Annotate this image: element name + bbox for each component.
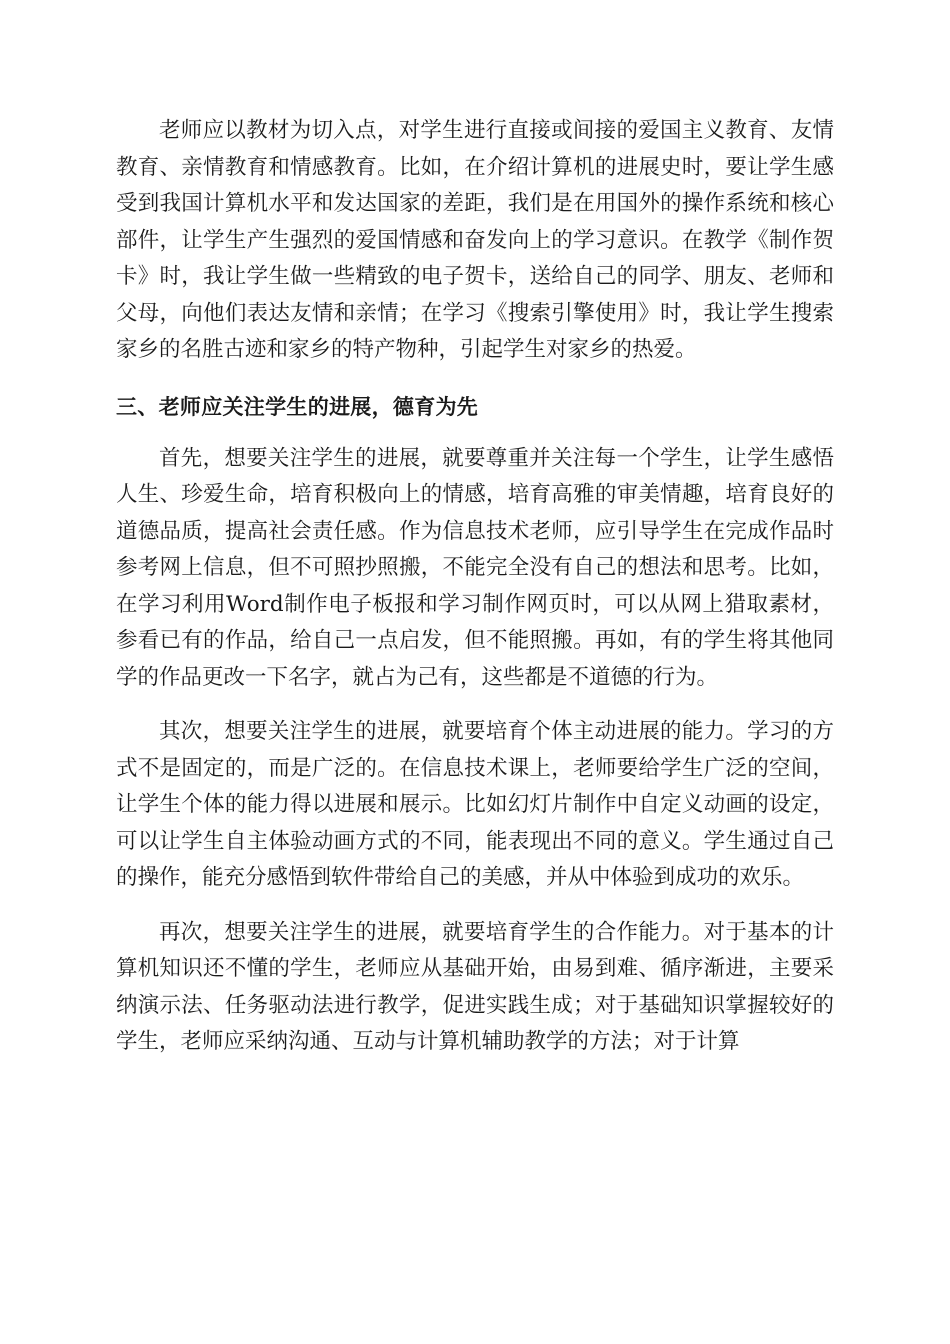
paragraph-patriotic-education: 老师应以教材为切入点，对学生进行直接或间接的爱国主义教育、友情教育、亲情教育和情感教育。比如，在介绍计算机的进展史时，要让学生感受到我国计算机水平和发达国家的差距，我们是在用国外的操作系统和核心部件，让学生产生强烈的爱国情感和奋发向上的学习意识。在教学《制作贺卡》时，我让学生做一些精致的电子贺卡，送给自己的同学、朋友、老师和父母，向他们表达友情和亲情；在学习《搜索引擎使用》时，我让学生搜索家乡的名胜古迹和家乡的特产物种，引起学生对家乡的热爱。 bbox=[116, 118, 834, 362]
paragraph-third: 再次，想要关注学生的进展，就要培育学生的合作能力。对于基本的计算机知识还不懂的学生，老师应从基础开始，由易到难、循序渐进，主要采纳演示法、任务驱动法进行教学，促进实践生成；对于基础知识掌握较好的学生，老师应采纳沟通、互动与计算机辅助教学的方法；对于计算 bbox=[116, 919, 834, 1054]
paragraph-first: 首先，想要关注学生的进展，就要尊重并关注每一个学生，让学生感悟人生、珍爱生命，培育积极向上的情感，培育高雅的审美情趣，培育良好的道德品质，提高社会责任感。作为信息技术老师，应引导学生在完成作品时参考网上信息，但不可照抄照搬，不能完全没有自己的想法和思考。比如，在学习利用Word制作电子板报和学习制作网页时，可以从网上猎取素材，参看已有的作品，给自己一点启发，但不能照搬。再如，有的学生将其他同学的作品更改一下名字，就占为己有，这些都是不道德的行为。 bbox=[116, 445, 834, 690]
document-page bbox=[116, 113, 834, 1061]
paragraph-second: 其次，想要关注学生的进展，就要培育个体主动进展的能力。学习的方式不是固定的，而是广泛的。在信息技术课上，老师要给学生广泛的空间，让学生个体的能力得以进展和展示。比如幻灯片制作中自定义动画的设定，可以让学生自主体验动画方式的不同，能表现出不同的意义。学生通过自己的操作，能充分感悟到软件带给自己的美感，并从中体验到成功的欢乐。 bbox=[116, 719, 834, 890]
section-heading: 三、老师应关注学生的进展，德育为先 bbox=[116, 394, 479, 419]
